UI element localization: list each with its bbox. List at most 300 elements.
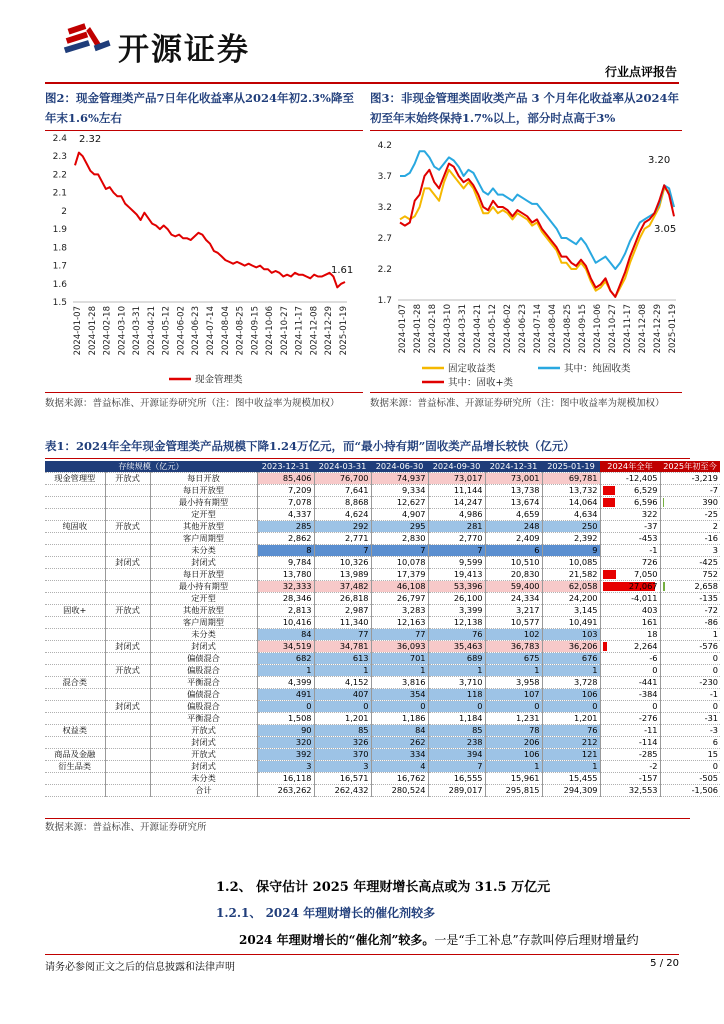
- value-cell: 0: [257, 701, 314, 713]
- table-row: [45, 485, 720, 497]
- value-cell: 59,400: [485, 581, 542, 593]
- type-cell: 开放式: [105, 473, 150, 485]
- value-cell: 250: [542, 521, 600, 533]
- value-cell: 2,771: [314, 533, 371, 545]
- figure-2-bottom-rule: [45, 392, 363, 393]
- figure-3-rule: [370, 130, 682, 131]
- y-tick-label: 2.4: [52, 134, 67, 144]
- value-cell: 26,797: [371, 593, 428, 605]
- value-cell: 2,813: [257, 605, 314, 617]
- value-cell: 78: [485, 725, 542, 737]
- value-cell: 1,186: [371, 713, 428, 725]
- value-cell: 0: [314, 701, 371, 713]
- y-tick-label: 3.7: [377, 172, 392, 182]
- value-cell: 212: [542, 737, 600, 749]
- table-row: [45, 677, 720, 689]
- category-cell: 现金管理型: [45, 473, 105, 485]
- value-cell: 14,064: [542, 497, 600, 509]
- x-tick-label: 2024-03-10: [443, 304, 453, 354]
- value-cell: 394: [428, 749, 485, 761]
- value-cell: 46,108: [371, 581, 428, 593]
- x-tick-label: 2024-04-21: [146, 306, 157, 356]
- table-row: [45, 629, 720, 641]
- value-cell: 334: [371, 749, 428, 761]
- change-cell: [600, 761, 660, 773]
- category-cell: [45, 509, 105, 521]
- subtype-cell: 平衡混合: [150, 713, 257, 725]
- value-cell: 4,986: [428, 509, 485, 521]
- category-cell: [45, 557, 105, 569]
- value-cell: 90: [257, 725, 314, 737]
- value-cell: 4,399: [257, 677, 314, 689]
- change-value: -505: [699, 773, 718, 784]
- change-cell: [600, 569, 660, 581]
- value-cell: 35,463: [428, 641, 485, 653]
- x-tick-label: 2024-10-27: [608, 304, 618, 354]
- change-value: 1: [712, 629, 718, 640]
- value-cell: 294,309: [542, 785, 600, 797]
- change-value: -16: [704, 533, 718, 544]
- table-row: [45, 665, 720, 677]
- change-cell: [600, 509, 660, 521]
- change-bar: [603, 642, 607, 651]
- y-tick-label: 1.8: [52, 243, 67, 254]
- x-tick-label: 2024-01-07: [398, 304, 408, 354]
- change-cell: [600, 545, 660, 557]
- value-cell: 3,710: [428, 677, 485, 689]
- change-value: -453: [638, 533, 658, 544]
- change-bar: [663, 582, 665, 591]
- change-value: 2,264: [634, 641, 658, 652]
- value-cell: 26,100: [428, 593, 485, 605]
- value-cell: 2,770: [428, 533, 485, 545]
- change-cell: [660, 509, 720, 521]
- value-cell: 1,508: [257, 713, 314, 725]
- value-cell: 7: [428, 761, 485, 773]
- value-cell: 281: [428, 521, 485, 533]
- value-cell: 1,201: [314, 713, 371, 725]
- figure-3-bottom-rule: [370, 392, 682, 393]
- y-tick-label: 2.7: [377, 234, 392, 244]
- value-cell: 701: [371, 653, 428, 665]
- change-cell: [660, 497, 720, 509]
- change-cell: [600, 641, 660, 653]
- value-cell: 1: [257, 665, 314, 677]
- legend-label: 固定收益类: [448, 363, 496, 375]
- value-cell: 7: [371, 545, 428, 557]
- change-cell: [660, 641, 720, 653]
- value-cell: 4,624: [314, 509, 371, 521]
- value-cell: 85: [428, 725, 485, 737]
- value-cell: 76: [542, 725, 600, 737]
- y-tick-label: 1.7: [377, 296, 392, 306]
- table-header-cell: 2024-09-30: [428, 461, 485, 473]
- value-cell: 2,987: [314, 605, 371, 617]
- value-cell: 13,732: [542, 485, 600, 497]
- change-cell: [600, 497, 660, 509]
- subtype-cell: 封闭式: [150, 761, 257, 773]
- value-cell: 326: [314, 737, 371, 749]
- subtype-cell: 最小持有期型: [150, 497, 257, 509]
- change-bar: [603, 498, 615, 507]
- series-line: [75, 153, 345, 288]
- change-value: -3: [709, 725, 718, 736]
- change-bar: [603, 570, 616, 579]
- change-value: 3: [712, 545, 718, 556]
- table-row: [45, 761, 720, 773]
- change-value: -25: [704, 509, 718, 520]
- value-cell: 32,333: [257, 581, 314, 593]
- category-cell: [45, 701, 105, 713]
- value-cell: 7,209: [257, 485, 314, 497]
- x-tick-label: 2024-01-28: [413, 304, 423, 354]
- type-cell: [105, 785, 150, 797]
- change-value: -135: [699, 593, 718, 604]
- change-cell: [600, 521, 660, 533]
- type-cell: [105, 713, 150, 725]
- change-bar: [663, 498, 664, 507]
- change-cell: [600, 629, 660, 641]
- change-value: -12,405: [625, 473, 658, 484]
- section-heading-1-2-1: 1.2.1、 2024 年理财增长的催化剂较多: [216, 906, 436, 920]
- subtype-cell: 合计: [150, 785, 257, 797]
- value-cell: 3,283: [371, 605, 428, 617]
- type-cell: [105, 677, 150, 689]
- subtype-cell: 定开型: [150, 593, 257, 605]
- subtype-cell: 定开型: [150, 509, 257, 521]
- value-cell: 34,781: [314, 641, 371, 653]
- x-tick-label: 2025-01-19: [668, 304, 678, 354]
- category-cell: [45, 533, 105, 545]
- subtype-cell: 每日开放型: [150, 485, 257, 497]
- subtype-cell: 客户周期型: [150, 533, 257, 545]
- value-cell: 10,416: [257, 617, 314, 629]
- change-value: -11: [644, 725, 658, 736]
- value-cell: 85,406: [257, 473, 314, 485]
- x-tick-label: 2024-05-12: [161, 306, 172, 356]
- figure-3-source: 数据来源：普益标准、开源证券研究所（注：图中收益率为规模加权）: [370, 398, 665, 409]
- change-cell: [660, 677, 720, 689]
- x-tick-label: 2024-12-08: [309, 306, 320, 356]
- change-value: -384: [638, 689, 658, 700]
- type-cell: [105, 533, 150, 545]
- change-cell: [660, 605, 720, 617]
- category-cell: [45, 773, 105, 785]
- change-cell: [660, 545, 720, 557]
- value-cell: 9,599: [428, 557, 485, 569]
- value-cell: 1: [371, 665, 428, 677]
- type-cell: [105, 689, 150, 701]
- change-value: -2: [649, 761, 658, 772]
- value-cell: 77: [371, 629, 428, 641]
- value-cell: 1: [314, 665, 371, 677]
- value-cell: 285: [257, 521, 314, 533]
- change-cell: [660, 521, 720, 533]
- table-row: [45, 785, 720, 797]
- value-cell: 20,830: [485, 569, 542, 581]
- footer-divider: [45, 954, 679, 955]
- change-cell: [660, 629, 720, 641]
- figure-2-chart: [45, 132, 363, 388]
- header-divider: [45, 82, 679, 84]
- type-cell: [105, 773, 150, 785]
- value-cell: 206: [485, 737, 542, 749]
- value-cell: 13,738: [485, 485, 542, 497]
- value-cell: 37,482: [314, 581, 371, 593]
- value-cell: 73,001: [485, 473, 542, 485]
- table-row: [45, 713, 720, 725]
- footer-disclaimer: 请务必参阅正文之后的信息披露和法律声明: [45, 962, 235, 973]
- change-cell: [660, 569, 720, 581]
- value-cell: 6: [485, 545, 542, 557]
- y-tick-label: 3.2: [377, 203, 392, 213]
- table-row: [45, 689, 720, 701]
- value-cell: 118: [428, 689, 485, 701]
- category-cell: 纯固收: [45, 521, 105, 533]
- category-cell: [45, 653, 105, 665]
- table-header-cell: 2024-06-30: [371, 461, 428, 473]
- x-tick-label: 2024-08-04: [548, 304, 558, 354]
- change-value: -285: [638, 749, 658, 760]
- value-cell: 689: [428, 653, 485, 665]
- change-cell: [660, 773, 720, 785]
- value-cell: 13,780: [257, 569, 314, 581]
- value-cell: 1,184: [428, 713, 485, 725]
- change-value: -72: [704, 605, 718, 616]
- change-cell: [600, 773, 660, 785]
- table-header-cell: 2025年初至今: [660, 461, 720, 473]
- value-cell: 12,627: [371, 497, 428, 509]
- value-cell: 262: [371, 737, 428, 749]
- value-cell: 10,577: [485, 617, 542, 629]
- subtype-cell: 最小持有期型: [150, 581, 257, 593]
- change-value: 27,067: [628, 581, 658, 592]
- value-cell: 248: [485, 521, 542, 533]
- data-label: 3.20: [648, 155, 671, 166]
- change-cell: [660, 617, 720, 629]
- type-cell: 开放式: [105, 521, 150, 533]
- change-cell: [600, 749, 660, 761]
- change-value: -576: [699, 641, 718, 652]
- type-cell: [105, 629, 150, 641]
- value-cell: 36,093: [371, 641, 428, 653]
- value-cell: 14,247: [428, 497, 485, 509]
- y-tick-label: 2.2: [52, 170, 67, 181]
- change-cell: [600, 617, 660, 629]
- change-cell: [600, 689, 660, 701]
- subtype-cell: 每日开放型: [150, 569, 257, 581]
- value-cell: 4: [371, 761, 428, 773]
- change-cell: [600, 533, 660, 545]
- value-cell: 370: [314, 749, 371, 761]
- table-row: [45, 641, 720, 653]
- legend-label: 现金管理类: [195, 374, 243, 386]
- value-cell: 7: [314, 545, 371, 557]
- category-cell: [45, 569, 105, 581]
- value-cell: 7: [428, 545, 485, 557]
- value-cell: 73,017: [428, 473, 485, 485]
- category-cell: [45, 497, 105, 509]
- y-tick-label: 1.6: [52, 279, 67, 290]
- change-value: 2: [712, 521, 718, 532]
- table-row: [45, 509, 720, 521]
- change-value: 7,050: [634, 569, 658, 580]
- value-cell: 76: [428, 629, 485, 641]
- type-cell: [105, 593, 150, 605]
- value-cell: 1,201: [542, 713, 600, 725]
- subtype-cell: 开放式: [150, 725, 257, 737]
- x-tick-label: 2024-08-25: [235, 306, 246, 356]
- value-cell: 292: [314, 521, 371, 533]
- company-logo-icon: [62, 18, 118, 64]
- value-cell: 84: [257, 629, 314, 641]
- value-cell: 10,085: [542, 557, 600, 569]
- category-cell: [45, 689, 105, 701]
- value-cell: 28,346: [257, 593, 314, 605]
- table-row: [45, 653, 720, 665]
- table-header-cell: 2024-03-31: [314, 461, 371, 473]
- table-1-rule: [45, 458, 690, 459]
- table-header-cell: 存续规模（亿元）: [45, 461, 257, 473]
- category-cell: [45, 737, 105, 749]
- value-cell: 9,334: [371, 485, 428, 497]
- value-cell: 3,399: [428, 605, 485, 617]
- table-row: [45, 749, 720, 761]
- data-label: 3.05: [654, 224, 677, 235]
- table-row: [45, 533, 720, 545]
- change-cell: [660, 665, 720, 677]
- x-tick-label: 2024-03-10: [117, 306, 128, 356]
- type-cell: [105, 725, 150, 737]
- value-cell: 238: [428, 737, 485, 749]
- series-line: [400, 170, 677, 297]
- type-cell: [105, 569, 150, 581]
- type-cell: [105, 653, 150, 665]
- value-cell: 354: [371, 689, 428, 701]
- value-cell: 16,571: [314, 773, 371, 785]
- change-cell: [600, 701, 660, 713]
- value-cell: 76,700: [314, 473, 371, 485]
- value-cell: 121: [542, 749, 600, 761]
- value-cell: 3,816: [371, 677, 428, 689]
- category-cell: 固收+: [45, 605, 105, 617]
- value-cell: 2,409: [485, 533, 542, 545]
- figure-2-source: 数据来源：普益标准、开源证券研究所（注：图中收益率为规模加权）: [45, 398, 340, 409]
- subtype-cell: 偏股混合: [150, 701, 257, 713]
- change-cell: [600, 605, 660, 617]
- x-tick-label: 2024-11-17: [294, 306, 305, 356]
- value-cell: 10,078: [371, 557, 428, 569]
- category-cell: [45, 581, 105, 593]
- table-row: [45, 701, 720, 713]
- change-cell: [660, 689, 720, 701]
- value-cell: 4,634: [542, 509, 600, 521]
- change-value: -114: [638, 737, 658, 748]
- value-cell: 3,728: [542, 677, 600, 689]
- subtype-cell: 偏债混合: [150, 653, 257, 665]
- change-cell: [660, 785, 720, 797]
- change-value: -230: [699, 677, 718, 688]
- value-cell: 62,058: [542, 581, 600, 593]
- change-value: 0: [652, 701, 658, 712]
- value-cell: 103: [542, 629, 600, 641]
- x-tick-label: 2024-12-08: [638, 304, 648, 354]
- change-value: -6: [649, 653, 658, 664]
- x-tick-label: 2024-04-21: [473, 304, 483, 354]
- change-value: 403: [641, 605, 658, 616]
- x-tick-label: 2024-02-18: [102, 306, 113, 356]
- value-cell: 19,413: [428, 569, 485, 581]
- value-cell: 53,396: [428, 581, 485, 593]
- value-cell: 10,491: [542, 617, 600, 629]
- value-cell: 4,659: [485, 509, 542, 521]
- value-cell: 12,163: [371, 617, 428, 629]
- table-row: [45, 497, 720, 509]
- table-header-cell: 2025-01-19: [542, 461, 600, 473]
- legend-label: 其中：固收+类: [448, 377, 513, 388]
- change-cell: [660, 473, 720, 485]
- value-cell: 3: [257, 761, 314, 773]
- type-cell: [105, 581, 150, 593]
- figure-2-rule: [45, 130, 363, 131]
- subtype-cell: 封闭式: [150, 737, 257, 749]
- subtype-cell: 偏债混合: [150, 689, 257, 701]
- value-cell: 262,432: [314, 785, 371, 797]
- table-row: [45, 581, 720, 593]
- figure-2-title: 图2：现金管理类产品7日年化收益率从2024年初2.3%降至年末1.6%左右: [45, 91, 354, 125]
- x-tick-label: 2025-01-19: [339, 306, 349, 356]
- value-cell: 295,815: [485, 785, 542, 797]
- category-cell: [45, 593, 105, 605]
- change-value: 161: [641, 617, 658, 628]
- value-cell: 9: [542, 545, 600, 557]
- legend-label: 其中：纯固收类: [564, 363, 631, 375]
- change-value: 15: [707, 749, 718, 760]
- value-cell: 15,455: [542, 773, 600, 785]
- value-cell: 7,078: [257, 497, 314, 509]
- change-value: -441: [638, 677, 658, 688]
- y-tick-label: 1.9: [52, 225, 67, 236]
- y-tick-label: 1.5: [52, 298, 67, 308]
- value-cell: 1: [485, 665, 542, 677]
- change-value: 6,529: [634, 485, 658, 496]
- change-value: -157: [638, 773, 658, 784]
- type-cell: [105, 617, 150, 629]
- change-value: 752: [702, 569, 718, 580]
- x-tick-label: 2024-06-23: [518, 304, 528, 354]
- value-cell: 11,144: [428, 485, 485, 497]
- table-header-cell: 2024-12-31: [485, 461, 542, 473]
- table-1-header-row: [45, 461, 720, 473]
- type-cell: [105, 509, 150, 521]
- x-tick-label: 2024-10-06: [593, 304, 603, 354]
- change-cell: [660, 713, 720, 725]
- category-cell: [45, 485, 105, 497]
- value-cell: 289,017: [428, 785, 485, 797]
- change-cell: [660, 701, 720, 713]
- x-tick-label: 2024-06-23: [191, 306, 202, 356]
- value-cell: 10,326: [314, 557, 371, 569]
- type-cell: 封闭式: [105, 557, 150, 569]
- change-value: -37: [644, 521, 658, 532]
- table-row: [45, 545, 720, 557]
- value-cell: 392: [257, 749, 314, 761]
- change-value: 322: [641, 509, 658, 520]
- type-cell: [105, 761, 150, 773]
- value-cell: 3,958: [485, 677, 542, 689]
- value-cell: 491: [257, 689, 314, 701]
- value-cell: 0: [428, 701, 485, 713]
